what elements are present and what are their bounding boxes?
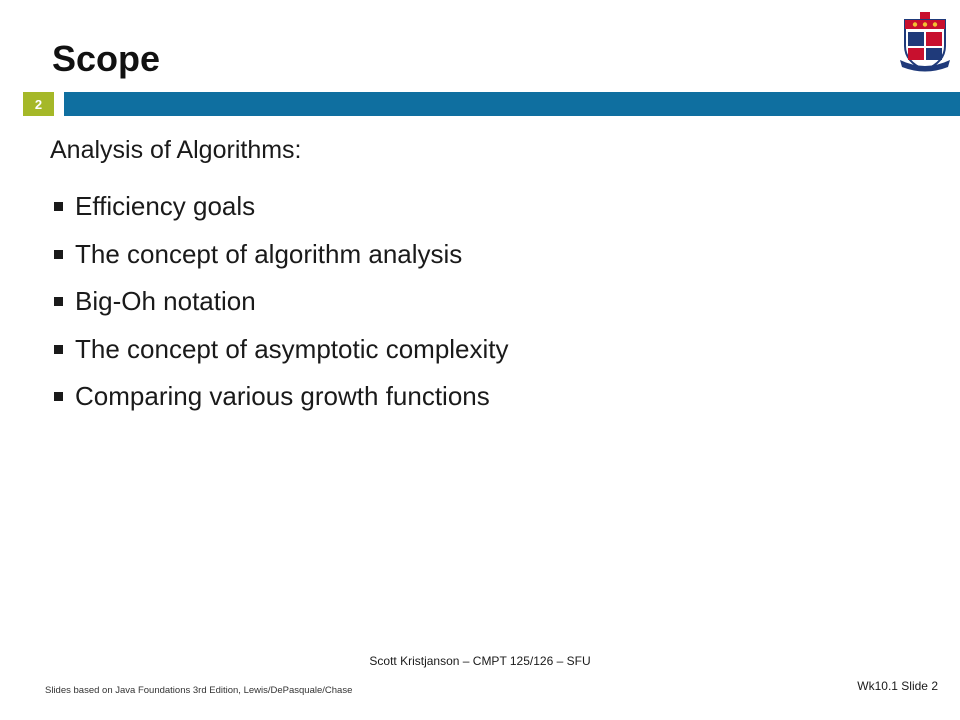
- list-item-text: Big-Oh notation: [75, 286, 256, 317]
- square-bullet-icon: [54, 250, 63, 259]
- bullet-list: [50, 183, 509, 421]
- list-item: [50, 326, 509, 374]
- square-bullet-icon: [54, 345, 63, 354]
- footer-source: Slides based on Java Foundations 3rd Edition, Lewis/DePasquale/Chase: [45, 685, 353, 696]
- list-item: [50, 373, 509, 421]
- section-heading: Analysis of Algorithms:: [50, 136, 302, 164]
- header-bar: [64, 92, 960, 116]
- footer-slide-label: Wk10.1 Slide 2: [857, 679, 938, 693]
- list-item-text: Comparing various growth functions: [75, 381, 490, 412]
- list-item: [50, 183, 509, 231]
- list-item: [50, 278, 509, 326]
- list-item: [50, 231, 509, 279]
- slide-title: Scope: [52, 38, 161, 79]
- university-crest-icon: [900, 12, 950, 74]
- footer-author: Scott Kristjanson – CMPT 125/126 – SFU: [369, 654, 591, 668]
- square-bullet-icon: [54, 297, 63, 306]
- list-item-text: Efficiency goals: [75, 191, 256, 222]
- square-bullet-icon: [54, 392, 63, 401]
- list-item-text: The concept of algorithm analysis: [75, 238, 463, 269]
- slide-number-badge: 2: [23, 92, 54, 116]
- list-item-text: The concept of asymptotic complexity: [75, 333, 509, 364]
- square-bullet-icon: [54, 202, 63, 211]
